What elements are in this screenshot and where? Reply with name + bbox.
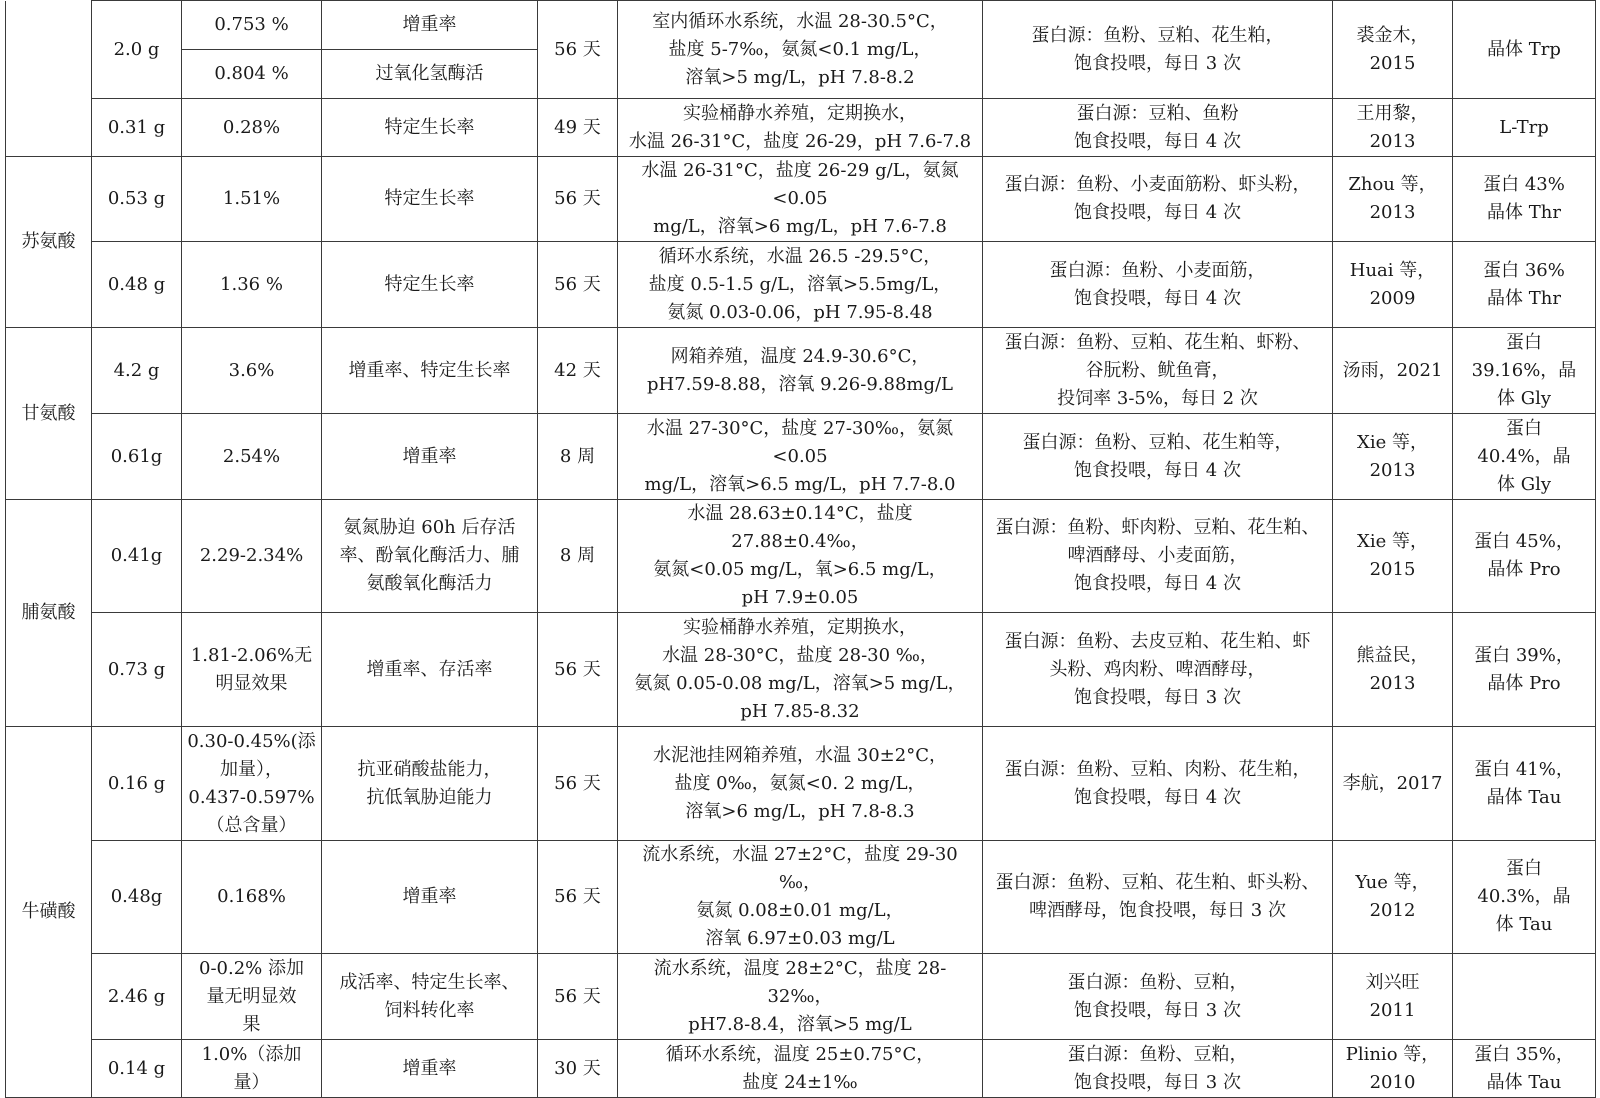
duration-cell: 56 天 — [538, 242, 618, 328]
level-cell: 0.168% — [182, 841, 322, 954]
level-cell: 3.6% — [182, 328, 322, 414]
duration-cell: 8 周 — [538, 414, 618, 500]
reference-cell: Huai 等， 2009 — [1333, 242, 1453, 328]
table-row — [6, 1040, 1596, 1098]
duration-cell: 49 天 — [538, 99, 618, 157]
form-cell: 蛋白 43% 晶体 Thr — [1453, 157, 1596, 242]
feed-cell: 蛋白源：鱼粉、豆粕、肉粉、花生粕， 饱食投喂，每日 4 次 — [983, 727, 1333, 841]
level-cell: 1.51% — [182, 157, 322, 242]
indicator-cell: 成活率、特定生长率、 饲料转化率 — [322, 954, 538, 1040]
duration-cell: 56 天 — [538, 954, 618, 1040]
table-row — [6, 414, 1596, 500]
feed-cell: 蛋白源：鱼粉、小麦面筋， 饱食投喂，每日 4 次 — [983, 242, 1333, 328]
amino-acid-name: 牛磺酸 — [6, 727, 92, 1098]
indicator-cell: 特定生长率 — [322, 242, 538, 328]
conditions-cell: 网箱养殖，温度 24.9-30.6°C， pH7.59-8.88，溶氧 9.26-9.88mg/L — [618, 328, 983, 414]
form-cell: 蛋白 36% 晶体 Thr — [1453, 242, 1596, 328]
amino-acid-name: 甘氨酸 — [6, 328, 92, 500]
level-cell: 0.753 % — [182, 1, 322, 50]
duration-cell: 30 天 — [538, 1040, 618, 1098]
form-cell: 蛋白 45%， 晶体 Pro — [1453, 500, 1596, 613]
reference-cell: Plinio 等， 2010 — [1333, 1040, 1453, 1098]
form-cell: 晶体 Trp — [1453, 1, 1596, 99]
dose-cell: 0.41g — [92, 500, 182, 613]
feed-cell: 蛋白源：鱼粉、豆粕、花生粕等， 饱食投喂，每日 4 次 — [983, 414, 1333, 500]
form-cell: 蛋白 41%， 晶体 Tau — [1453, 727, 1596, 841]
indicator-cell: 增重率 — [322, 1040, 538, 1098]
level-cell: 1.36 % — [182, 242, 322, 328]
conditions-cell: 水温 27-30°C，盐度 27-30‰，氨氮<0.05 mg/L，溶氧>6.5 mg/L，pH 7.7-8.0 — [618, 414, 983, 500]
conditions-cell: 流水系统，水温 27±2°C，盐度 29-30 ‰， 氨氮 0.08±0.01 mg/L， 溶氧 6.97±0.03 mg/L — [618, 841, 983, 954]
form-cell: 蛋白 39%， 晶体 Pro — [1453, 613, 1596, 727]
conditions-cell: 实验桶静水养殖，定期换水， 水温 26-31°C，盐度 26-29，pH 7.6-7.8 — [618, 99, 983, 157]
feed-cell: 蛋白源：鱼粉、豆粕、花生粕、虾粉、 谷朊粉、鱿鱼膏， 投饲率 3-5%，每日 2 次 — [983, 328, 1333, 414]
duration-cell: 56 天 — [538, 841, 618, 954]
table-row — [6, 954, 1596, 1040]
reference-cell: Yue 等， 2012 — [1333, 841, 1453, 954]
feed-cell: 蛋白源：鱼粉、豆粕， 饱食投喂，每日 3 次 — [983, 954, 1333, 1040]
level-cell: 1.0%（添加 量） — [182, 1040, 322, 1098]
conditions-cell: 实验桶静水养殖，定期换水， 水温 28-30°C，盐度 28-30 ‰， 氨氮 0.05-0.08 mg/L，溶氧>5 mg/L， pH 7.85-8.32 — [618, 613, 983, 727]
level-cell: 0.30-0.45%(添 加量）， 0.437-0.597% （总含量） — [182, 727, 322, 841]
indicator-cell: 增重率、存活率 — [322, 613, 538, 727]
feed-cell: 蛋白源：鱼粉、去皮豆粕、花生粕、虾 头粉、鸡肉粉、啤酒酵母， 饱食投喂，每日 3 次 — [983, 613, 1333, 727]
indicator-cell: 特定生长率 — [322, 99, 538, 157]
form-cell: 蛋白 39.16%，晶 体 Gly — [1453, 328, 1596, 414]
indicator-cell: 增重率 — [322, 414, 538, 500]
level-cell: 1.81-2.06%无 明显效果 — [182, 613, 322, 727]
conditions-cell: 室内循环水系统，水温 28-30.5°C， 盐度 5-7‰，氨氮<0.1 mg/L， 溶氧>5 mg/L，pH 7.8-8.2 — [618, 1, 983, 99]
level-cell: 0.804 % — [182, 50, 322, 99]
dose-cell: 0.31 g — [92, 99, 182, 157]
table-row — [6, 727, 1596, 841]
dose-cell: 0.61g — [92, 414, 182, 500]
conditions-cell: 循环水系统，温度 25±0.75°C， 盐度 24±1‰ — [618, 1040, 983, 1098]
reference-cell: 李航，2017 — [1333, 727, 1453, 841]
conditions-cell: 流水系统，温度 28±2°C，盐度 28-32‰， pH7.8-8.4，溶氧>5 mg/L — [618, 954, 983, 1040]
indicator-cell: 增重率、特定生长率 — [322, 328, 538, 414]
level-cell: 2.54% — [182, 414, 322, 500]
conditions-cell: 水温 26-31°C，盐度 26-29 g/L，氨氮<0.05 mg/L，溶氧>6 mg/L，pH 7.6-7.8 — [618, 157, 983, 242]
reference-cell: Xie 等， 2015 — [1333, 500, 1453, 613]
indicator-cell: 氨氮胁迫 60h 后存活 率、酚氧化酶活力、脯 氨酸氧化酶活力 — [322, 500, 538, 613]
dose-cell: 0.73 g — [92, 613, 182, 727]
table-row — [6, 99, 1596, 157]
duration-cell: 56 天 — [538, 613, 618, 727]
form-cell: L-Trp — [1453, 99, 1596, 157]
level-cell: 0-0.2% 添加 量无明显效 果 — [182, 954, 322, 1040]
amino-acid-name: 苏氨酸 — [6, 157, 92, 328]
feed-cell: 蛋白源：豆粕、鱼粉 饱食投喂，每日 4 次 — [983, 99, 1333, 157]
feed-cell: 蛋白源：鱼粉、豆粕、花生粕、虾头粉、 啤酒酵母，饱食投喂，每日 3 次 — [983, 841, 1333, 954]
table-row — [6, 328, 1596, 414]
conditions-cell: 水温 28.63±0.14°C，盐度 27.88±0.4‰， 氨氮<0.05 mg/L，氧>6.5 mg/L， pH 7.9±0.05 — [618, 500, 983, 613]
feed-cell: 蛋白源：鱼粉、小麦面筋粉、虾头粉， 饱食投喂，每日 4 次 — [983, 157, 1333, 242]
table-row — [6, 841, 1596, 954]
amino-acid-name — [6, 1, 92, 157]
level-cell: 2.29-2.34% — [182, 500, 322, 613]
form-cell: 蛋白 35%， 晶体 Tau — [1453, 1040, 1596, 1098]
duration-cell: 56 天 — [538, 157, 618, 242]
amino-acid-name: 脯氨酸 — [6, 500, 92, 727]
indicator-cell: 增重率 — [322, 841, 538, 954]
dose-cell: 2.46 g — [92, 954, 182, 1040]
dose-cell: 0.16 g — [92, 727, 182, 841]
reference-cell: Zhou 等， 2013 — [1333, 157, 1453, 242]
reference-cell: 汤雨，2021 — [1333, 328, 1453, 414]
table-container — [5, 0, 1595, 1093]
form-cell: 蛋白 40.4%，晶 体 Gly — [1453, 414, 1596, 500]
table-row — [6, 157, 1596, 242]
reference-cell: 王用黎， 2013 — [1333, 99, 1453, 157]
indicator-cell: 特定生长率 — [322, 157, 538, 242]
conditions-cell: 循环水系统，水温 26.5 -29.5°C， 盐度 0.5-1.5 g/L，溶氧>5.5mg/L， 氨氮 0.03-0.06，pH 7.95-8.48 — [618, 242, 983, 328]
duration-cell: 56 天 — [538, 727, 618, 841]
feed-cell: 蛋白源：鱼粉、豆粕、花生粕， 饱食投喂，每日 3 次 — [983, 1, 1333, 99]
duration-cell: 8 周 — [538, 500, 618, 613]
form-cell: 蛋白 40.3%，晶 体 Tau — [1453, 841, 1596, 954]
indicator-cell: 增重率 — [322, 1, 538, 50]
table-row — [6, 242, 1596, 328]
reference-cell: 刘兴旺 2011 — [1333, 954, 1453, 1040]
dose-cell: 0.53 g — [92, 157, 182, 242]
form-cell — [1453, 954, 1596, 1040]
reference-cell: 裘金木， 2015 — [1333, 1, 1453, 99]
feed-cell: 蛋白源：鱼粉、豆粕， 饱食投喂，每日 3 次 — [983, 1040, 1333, 1098]
table-row — [6, 1, 1596, 50]
table-row — [6, 613, 1596, 727]
dose-cell: 0.14 g — [92, 1040, 182, 1098]
conditions-cell: 水泥池挂网箱养殖，水温 30±2°C， 盐度 0‰，氨氮<0. 2 mg/L， 溶氧>6 mg/L，pH 7.8-8.3 — [618, 727, 983, 841]
reference-cell: Xie 等， 2013 — [1333, 414, 1453, 500]
indicator-cell: 过氧化氢酶活 — [322, 50, 538, 99]
level-cell: 0.28% — [182, 99, 322, 157]
dose-cell: 4.2 g — [92, 328, 182, 414]
duration-cell: 42 天 — [538, 328, 618, 414]
dose-cell: 0.48g — [92, 841, 182, 954]
duration-cell: 56 天 — [538, 1, 618, 99]
dose-cell: 0.48 g — [92, 242, 182, 328]
indicator-cell: 抗亚硝酸盐能力， 抗低氧胁迫能力 — [322, 727, 538, 841]
feed-cell: 蛋白源：鱼粉、虾肉粉、豆粕、花生粕、 啤酒酵母、小麦面筋， 饱食投喂，每日 4 次 — [983, 500, 1333, 613]
amino-acid-table — [5, 0, 1596, 1098]
table-row — [6, 500, 1596, 613]
dose-cell: 2.0 g — [92, 1, 182, 99]
reference-cell: 熊益民， 2013 — [1333, 613, 1453, 727]
